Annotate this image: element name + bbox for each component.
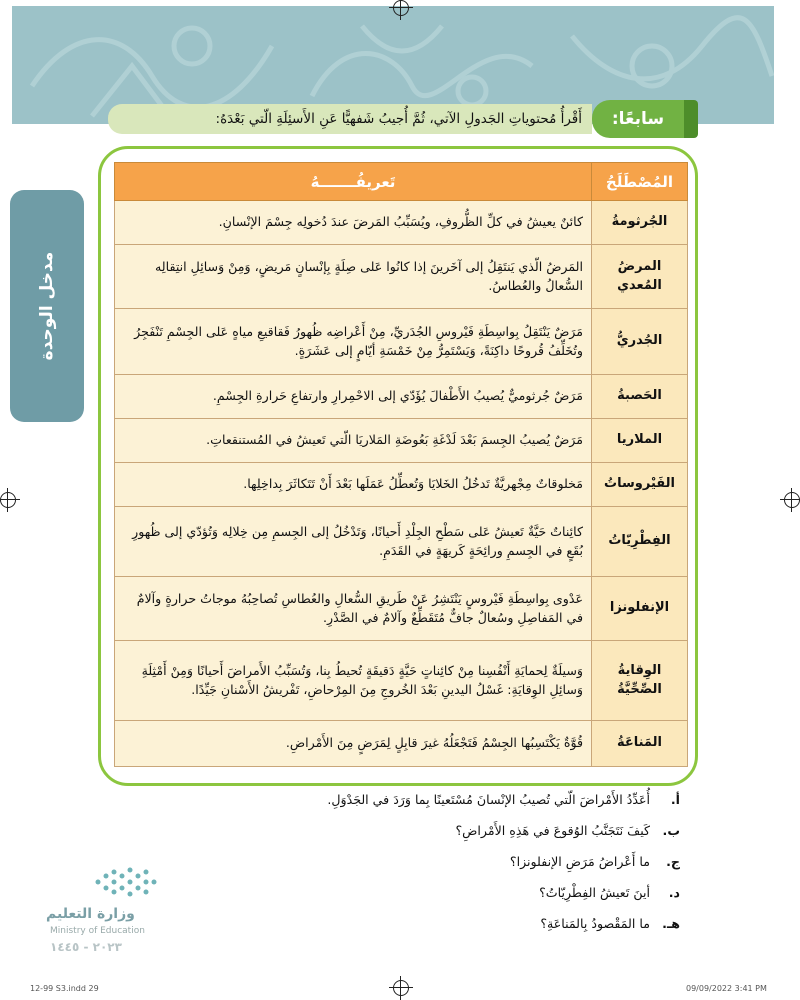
question-letter: أ.: [670, 792, 680, 807]
definition-cell: كائِناتٌ حَيَّةٌ تَعيشُ عَلى سَطْحِ الجِلْدِ أَحيانًا، وَتَدْخُلُ إلى الجِسمِ مِن خِلالِه وَتُؤدّي إلى ظُهورِ بُقَعٍ في الجِسمِ ورائِحَةٍ كَريهَةٍ في القَدَمِ.: [115, 507, 592, 577]
table-row: [115, 641, 688, 721]
ministry-name: وزارة التعليم: [46, 906, 135, 922]
term-cell: الإنفلونزا: [592, 577, 688, 641]
registration-mark-icon: [784, 492, 800, 508]
definition-cell: مَرَضٌ يَنْتَقِلُ بِواسِطَةِ فَيْروسِ الجُدَريِّ، مِنْ أَعْراضِه ظُهورُ فَقاقيعِ مياهٍ عَلى الجِسْمِ تَنْفَجِرُ وتُخَلِّفُ قُروحًا داكِنَةً، وَيَسْتَمِرُّ مِنْ خَمْسَةِ أيّامٍ إلى عَشَرَةٍ.: [115, 309, 592, 375]
question-text: أُعَدِّدُ الأَمْراضَ الّتي تُصيبُ الإنْسانَ مُسْتَعينًا بِما وَرَدَ في الجَدْوَلِ.: [327, 792, 650, 807]
registration-mark-icon: [393, 980, 409, 996]
question-text: كَيفَ نَتَجَنَّبُ الوُقوعَ في هَذِهِ الأَمْراضِ؟: [455, 823, 650, 838]
section-label: سابعًا:: [592, 100, 684, 138]
page-number: ٢٠٢٣ - ١٤٤٥: [50, 940, 122, 954]
term-cell: الحَصبةُ: [592, 375, 688, 419]
terms-table: [114, 162, 688, 767]
print-file-name: 12-99 S3.indd 29: [30, 984, 99, 993]
term-cell: المرضُ المُعدي: [592, 245, 688, 309]
table-row: [115, 375, 688, 419]
question-letter: د.: [668, 885, 680, 900]
ministry-logo-icon: [92, 862, 162, 902]
term-cell: الملاريا: [592, 419, 688, 463]
term-cell: الجُدريُّ: [592, 309, 688, 375]
table-row: [115, 201, 688, 245]
definition-cell: مَرَضٌ جُرثوميٌّ يُصيبُ الأَطْفالَ يُؤَدّي إلى الاحْمِرارِ وارتفاعِ حَرارةِ الجِسْمِ.: [115, 375, 592, 419]
question-item: [456, 823, 681, 838]
table-row: [115, 507, 688, 577]
term-cell: الفَيْروساتُ: [592, 463, 688, 507]
definition-cell: مَرَضٌ يُصيبُ الجِسمَ بَعْدَ لَدْغَةِ بَعُوضَةِ المَلاريَا الّتي تَعيشُ في المُستنقعاتِ.: [115, 419, 592, 463]
definition-cell: قُوَّةٌ يَكْتَسِبُها الجِسْمُ فَتَجْعَلُهُ غيرَ قابِلٍ لِمَرَضٍ مِنَ الأَمْراضِ.: [115, 721, 592, 767]
table-row: [115, 419, 688, 463]
side-tab-label: مدخل الوحدة: [37, 251, 57, 361]
question-text: أينَ تَعيشُ الفِطْرِيّاتُ؟: [539, 885, 650, 900]
question-item: [540, 916, 680, 931]
ministry-name-en: Ministry of Education: [50, 926, 145, 936]
table-row: [115, 245, 688, 309]
definition-cell: عَدْوى بِواسِطَةِ فَيْروسٍ يَنْتَشِرُ عَنْ طَريقِ السُّعالِ والعُطاسِ تُصاحِبُهُ موجاتُ حرارةٍ وآلامٌ في المَفاصِلِ وسُعالٌ جافٌّ مُتَقَطِّعٌ وآلامٌ في الصَّدْرِ.: [115, 577, 592, 641]
instruction-text: أَقْرأُ مُحتوياتِ الجَدولِ الآتي، ثُمَّ أُجيبُ شَفهيًّا عَنِ الأَسئِلَةِ الّتي بَعْدَهُ:: [108, 104, 592, 134]
section-tab-end: [684, 100, 698, 138]
term-cell: الجُرثومةُ: [592, 201, 688, 245]
print-timestamp: 09/09/2022 3:41 PM: [686, 984, 767, 993]
question-item: [539, 885, 680, 900]
question-text: ما المَقْصودُ بِالمَناعَةِ؟: [540, 916, 650, 931]
question-letter: ب.: [662, 823, 680, 838]
unit-side-tab: [10, 190, 84, 422]
registration-mark-icon: [393, 0, 409, 16]
definition-cell: مَخلوقاتٌ مِجْهريَّةٌ تَدخُلُ الخَلايَا وَتُعطِّلُ عَمَلَها بَعْدَ أَنْ تَتَكاثَرَ بِداخِلِها.: [115, 463, 592, 507]
term-cell: المَناعَةُ: [592, 721, 688, 767]
header-definition: تَعريفُـــــــهُ: [115, 163, 592, 201]
table-row: [115, 309, 688, 375]
term-cell: الفِطْرِيّاتُ: [592, 507, 688, 577]
term-cell: الوِقايةُ الصِّحِّيَّةُ: [592, 641, 688, 721]
table-row: [115, 577, 688, 641]
question-text: ما أَعْراضُ مَرَضِ الإنفلونزا؟: [509, 854, 650, 869]
question-item: [510, 854, 680, 869]
definition-cell: كائنٌ يعيشُ في كلِّ الظُّروفِ، ويُسَبِّبُ المَرضَ عندَ دُخولِه جِسْمَ الإنْسانِ.: [115, 201, 592, 245]
table-header-row: [115, 163, 688, 201]
question-letter: ج.: [666, 854, 680, 869]
header-term: المُصْطَلَحُ: [592, 163, 688, 201]
table-row: [115, 721, 688, 767]
definition-cell: وَسيلَةٌ لِحمايَةِ أَنْفُسِنا مِنْ كائِناتٍ حَيَّةٍ دَقيقَةٍ تُحيطُ بِنا، وَتُسَبِّبُ الأَمراضَ أَحيانًا وَمِنْ أَمْثِلَةِ وَسائِلِ الوِقايَةِ: غَسْلُ اليدينِ بَعْدَ الخُروجِ مِنَ المِرْحاضِ، تَفْريشُ الأَسْنانِ جَيِّدًا.: [115, 641, 592, 721]
table-row: [115, 463, 688, 507]
registration-mark-icon: [0, 492, 16, 508]
question-item: [327, 792, 680, 807]
question-letter: هـ.: [662, 916, 680, 931]
definition-cell: المَرضُ الّذي يَنتَقِلُ إلى آخَرينَ إذا كانُوا عَلى صِلَةٍ بِإنْسانٍ مَريضٍ، وَمِنْ وَسائِلِ انتِقالِه السُّعالُ والعُطاسُ.: [115, 245, 592, 309]
